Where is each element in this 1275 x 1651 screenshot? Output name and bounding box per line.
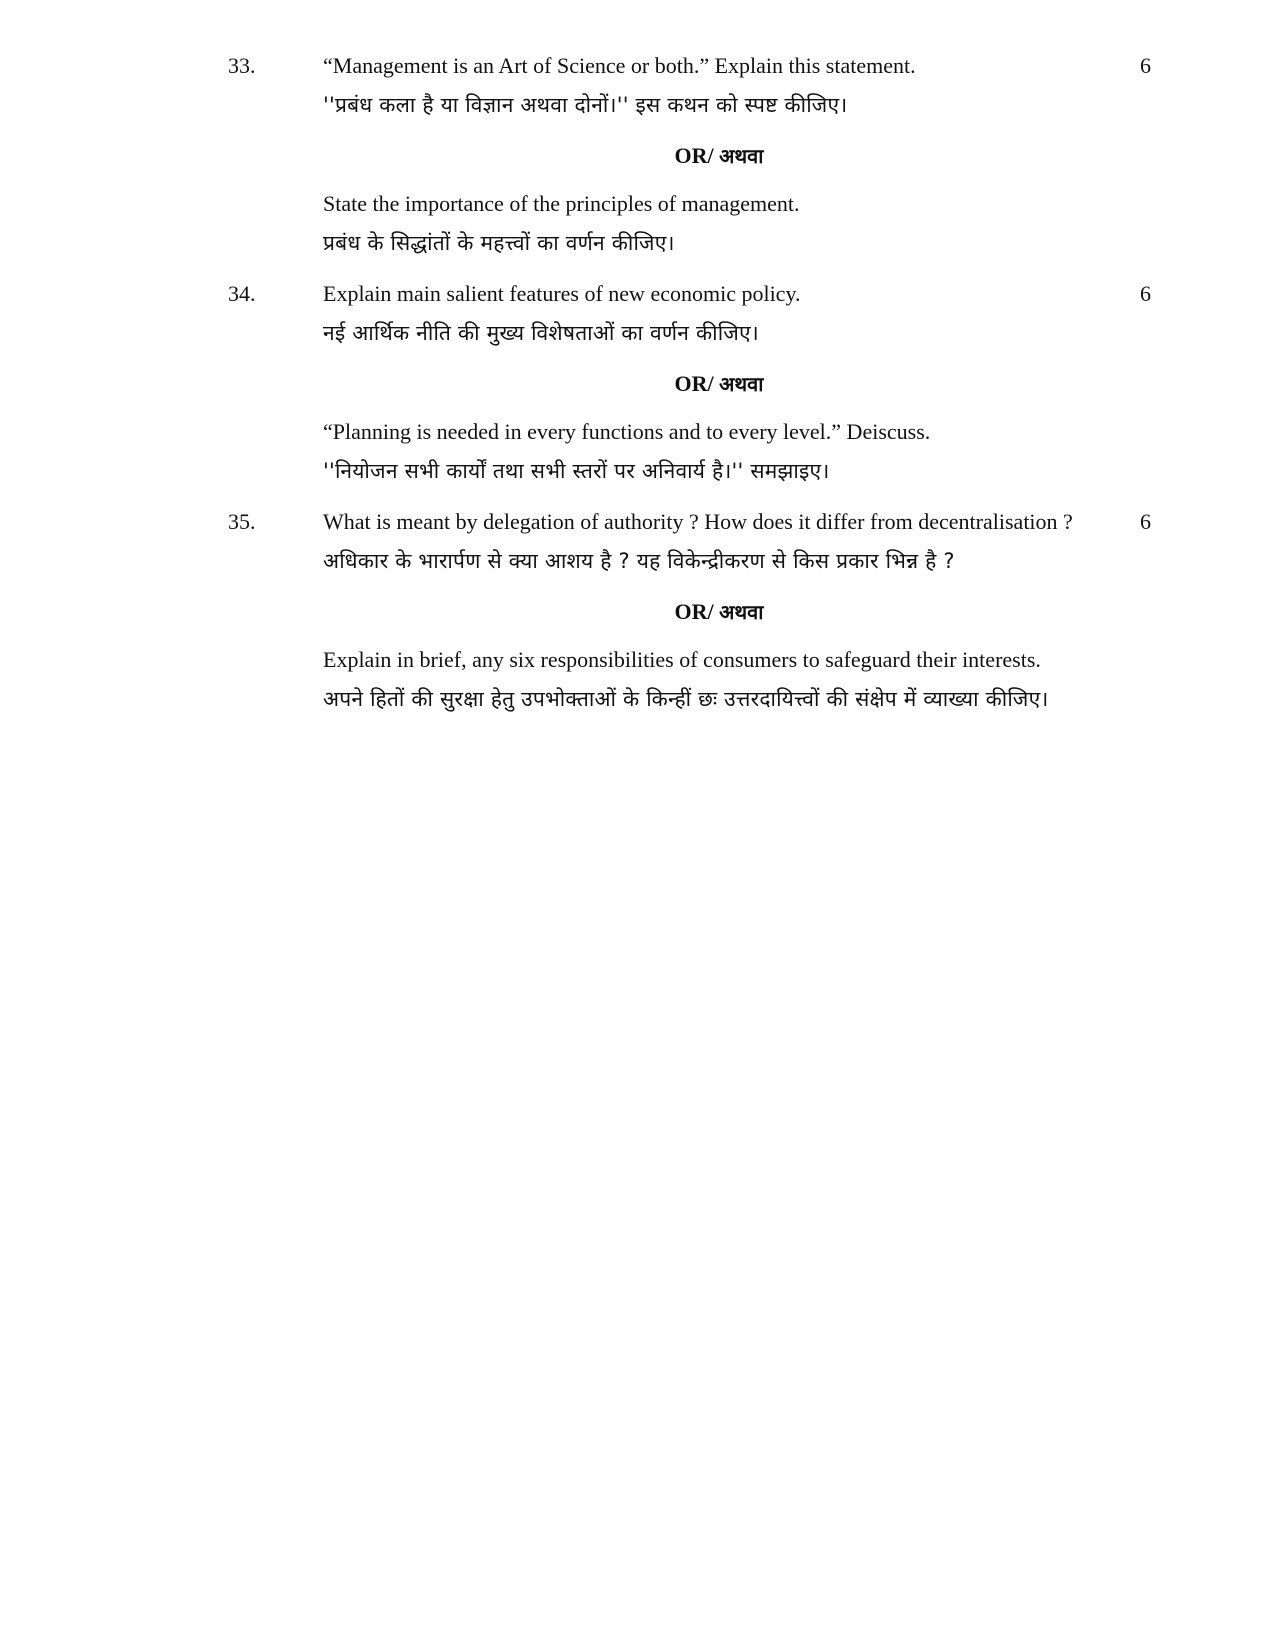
question-text-hi: ''प्रबंध कला है या विज्ञान अथवा दोनों।'' इस कथन को स्पष्ट कीजिए। bbox=[323, 93, 848, 117]
question-text-en: Explain main salient features of new economic policy. bbox=[323, 281, 801, 306]
alternative-text-en: State the importance of the principles of management. bbox=[323, 191, 800, 216]
question-marks: 6 bbox=[1140, 281, 1151, 306]
question-marks: 6 bbox=[1140, 509, 1151, 534]
question-marks: 6 bbox=[1140, 53, 1151, 78]
or-label-hi: अथवा bbox=[719, 600, 764, 624]
alternative-text-hi: ''नियोजन सभी कार्यों तथा सभी स्तरों पर अनिवार्य है।'' समझाइए। bbox=[323, 459, 830, 483]
question-number: 33. bbox=[228, 53, 256, 78]
or-label-en: OR/ bbox=[674, 599, 714, 624]
or-label-en: OR/ bbox=[674, 143, 714, 168]
or-label-hi: अथवा bbox=[719, 372, 764, 396]
or-label-en: OR/ bbox=[674, 371, 714, 396]
alternative-text-en: Explain in brief, any six responsibilities of consumers to safeguard their interests. bbox=[323, 647, 1041, 672]
question-number: 34. bbox=[228, 281, 256, 306]
question-text-hi: नई आर्थिक नीति की मुख्य विशेषताओं का वर्णन कीजिए। bbox=[323, 321, 759, 345]
question-number: 35. bbox=[228, 509, 256, 534]
or-divider bbox=[0, 142, 1275, 170]
or-divider bbox=[0, 370, 1275, 398]
alternative-text-hi: अपने हितों की सुरक्षा हेतु उपभोक्ताओं के किन्हीं छः उत्तरदायित्त्वों की संक्षेप में व्याख्या कीजिए। bbox=[323, 687, 1049, 711]
or-label-hi: अथवा bbox=[719, 144, 764, 168]
or-divider bbox=[0, 598, 1275, 626]
alternative-text-hi: प्रबंध के सिद्धांतों के महत्त्वों का वर्णन कीजिए। bbox=[323, 231, 675, 255]
question-text-hi: अधिकार के भारार्पण से क्या आशय है ? यह विकेन्द्रीकरण से किस प्रकार भिन्न है ? bbox=[323, 549, 955, 573]
question-text-en: What is meant by delegation of authority ? How does it differ from decentralisation ? bbox=[323, 509, 1073, 534]
alternative-text-en: “Planning is needed in every functions and to every level.” Deiscuss. bbox=[323, 419, 931, 444]
question-text-en: “Management is an Art of Science or both.” Explain this statement. bbox=[323, 53, 916, 78]
